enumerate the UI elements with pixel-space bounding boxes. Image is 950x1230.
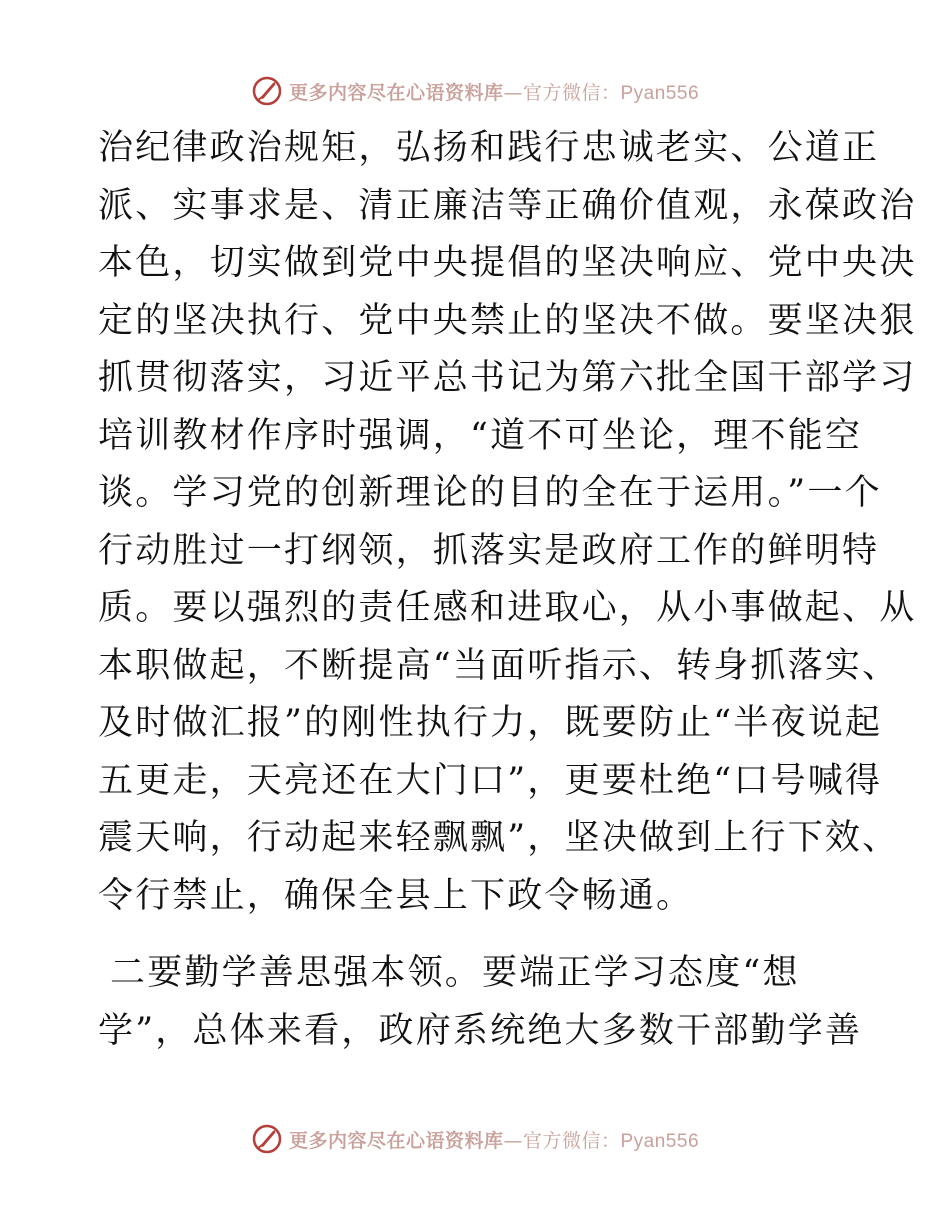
text-line: 学”，总体来看，政府系统绝大多数干部勤学善 bbox=[98, 1010, 863, 1051]
text-line: 质。要以强烈的责任感和进取心，从小事做起、从 bbox=[98, 588, 917, 628]
quill-logo-icon bbox=[251, 1123, 283, 1155]
text-line: 培训教材作序时强调，“道不可坐论，理不能空 bbox=[98, 415, 863, 456]
text-line: 治纪律政治规矩，弘扬和践行忠诚老实、公道正 bbox=[98, 128, 880, 168]
header-wechat-id: Pyan556 bbox=[620, 82, 700, 104]
paragraph-1 bbox=[98, 120, 917, 925]
page-footer-banner bbox=[0, 1122, 950, 1156]
text-line: 抓贯彻落实，习近平总书记为第六批全国干部学习 bbox=[98, 358, 917, 398]
text-line: 二要勤学善思强本领。要端正学习态度“想 bbox=[110, 953, 800, 993]
paragraph-2 bbox=[98, 945, 863, 1060]
footer-wechat-id: Pyan556 bbox=[620, 1130, 700, 1152]
header-site-name: 更多内容尽在心语资料库 bbox=[288, 81, 504, 104]
text-line: 五更走，天亮还在大门口”，更要杜绝“口号喊得 bbox=[98, 760, 883, 801]
text-line: 定的坚决执行、党中央禁止的坚决不做。要坚决狠 bbox=[98, 300, 917, 341]
text-line: 本色，切实做到党中央提倡的坚决响应、党中央决 bbox=[98, 243, 917, 283]
page-header-banner bbox=[0, 74, 950, 108]
text-line: 本职做起，不断提高“当面听指示、转身抓落实、 bbox=[98, 645, 900, 686]
header-text bbox=[289, 78, 699, 105]
text-line: 及时做汇报”的刚性执行力，既要防止“半夜说起 bbox=[98, 703, 883, 743]
text-line: 行动胜过一打纲领，抓落实是政府工作的鲜明特 bbox=[98, 530, 880, 571]
footer-text bbox=[289, 1126, 699, 1153]
header-separator: — bbox=[503, 81, 523, 104]
footer-separator: — bbox=[503, 1129, 523, 1152]
quill-logo-icon bbox=[251, 75, 283, 107]
footer-wechat-label: 官方微信： bbox=[522, 1129, 621, 1152]
header-wechat-label: 官方微信： bbox=[522, 81, 621, 104]
text-line: 派、实事求是、清正廉洁等正确价值观，永葆政治 bbox=[98, 185, 917, 226]
footer-site-name: 更多内容尽在心语资料库 bbox=[288, 1129, 504, 1152]
text-line: 谈。学习党的创新理论的目的全在于运用。”一个 bbox=[98, 473, 882, 513]
document-body bbox=[98, 120, 917, 1060]
text-line: 令行禁止，确保全县上下政令畅通。 bbox=[98, 875, 694, 916]
text-line: 震天响，行动起来轻飘飘”，坚决做到上行下效、 bbox=[98, 818, 900, 858]
